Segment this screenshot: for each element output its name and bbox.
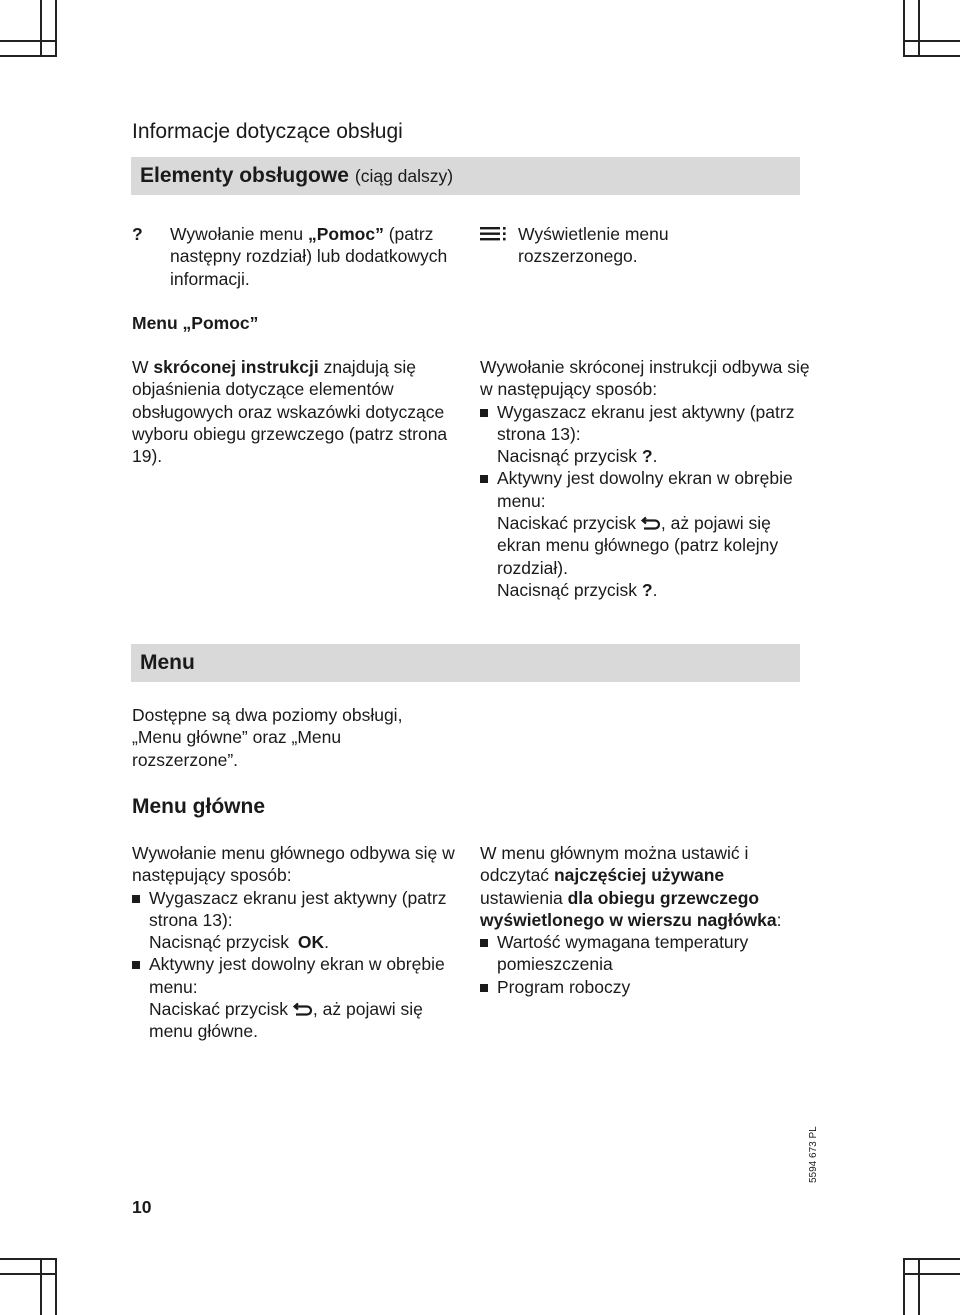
crop-mark xyxy=(903,1258,905,1315)
menu-glowne-description: W menu głównym można ustawić i odczytać najczęściej używane ustawienia dla obiegu grzewczego wyświetlonego w wierszu nagłówka: xyxy=(480,843,782,930)
crop-mark xyxy=(0,55,57,57)
list-item: Aktywny jest dowolny ekran w obrębie menu: Naciskać przycisk , aż pojawi się menu główne. xyxy=(132,953,462,1042)
section-bar xyxy=(131,157,800,195)
crop-mark xyxy=(0,1273,57,1275)
crop-mark xyxy=(0,1258,57,1260)
page-number: 10 xyxy=(132,1197,152,1217)
list-item: Wygaszacz ekranu jest aktywny (patrz strona 13): Nacisnąć przycisk ?. xyxy=(480,401,810,468)
crop-mark xyxy=(903,40,960,42)
menu-glowne-intro: Wywołanie menu głównego odbywa się w następujący sposób: xyxy=(132,843,455,886)
document-number: 5594 673 PL xyxy=(808,1126,819,1183)
back-arrow-icon xyxy=(641,516,661,530)
crop-mark xyxy=(40,1258,42,1315)
menu-glowne-left-column xyxy=(132,842,462,1043)
pomoc-heading: Menu „Pomoc” xyxy=(132,313,259,333)
section-bar xyxy=(131,644,800,682)
extended-menu-item xyxy=(480,223,780,268)
page-header: Informacje dotyczące obsługi xyxy=(132,120,403,143)
menu-glowne-heading: Menu główne xyxy=(132,795,265,818)
help-key-icon: ? xyxy=(641,446,653,467)
menu-glowne-right-column xyxy=(480,842,800,998)
pomoc-intro: Wywołanie skróconej instrukcji odbywa się w następujący sposób: xyxy=(480,357,810,400)
list-item: Wartość wymagana temperatury pomieszczenia xyxy=(480,931,800,976)
crop-mark xyxy=(0,40,57,42)
help-icon: ? xyxy=(132,224,143,244)
menu-intro: Dostępne są dwa poziomy obsługi, „Menu główne” oraz „Menu rozszerzone”. xyxy=(132,705,403,770)
help-key-icon: ? xyxy=(641,579,653,600)
extended-menu-text: Wyświetlenie menu rozszerzonego. xyxy=(518,224,669,267)
extended-menu-icon xyxy=(480,223,518,268)
crop-mark xyxy=(918,1258,920,1315)
pomoc-right-column xyxy=(480,356,810,601)
list-item: Wygaszacz ekranu jest aktywny (patrz strona 13): Nacisnąć przycisk OK. xyxy=(132,887,462,954)
help-item-text: Wywołanie menu „Pomoc” (patrz następny rozdział) lub dodatkowych informacji. xyxy=(170,224,448,289)
section-subtitle: (ciąg dalszy) xyxy=(354,165,454,186)
crop-mark xyxy=(40,0,42,57)
list-item: Aktywny jest dowolny ekran w obrębie menu: Naciskać przycisk , aż pojawi się ekran menu głównego (patrz kolejny rozdział). Nacisnąć przycisk ?. xyxy=(480,467,810,601)
crop-mark xyxy=(903,1258,960,1260)
crop-mark xyxy=(903,1273,960,1275)
list-item: Program roboczy xyxy=(480,976,800,998)
crop-mark xyxy=(55,1258,57,1315)
crop-mark xyxy=(903,0,905,57)
crop-mark xyxy=(903,55,960,57)
help-item xyxy=(132,223,452,290)
section-title: Menu xyxy=(140,650,195,674)
pomoc-left-paragraph: W skróconej instrukcji znajdują się objaśnienia dotyczące elementów obsługowych oraz wskazówki dotyczące wyboru obiegu grzewczego (patrz strona 19). xyxy=(132,357,448,467)
crop-mark xyxy=(55,0,57,57)
ok-key: OK xyxy=(297,932,325,953)
section-title: Elementy obsługowe xyxy=(140,163,349,187)
back-arrow-icon xyxy=(293,1002,313,1016)
crop-mark xyxy=(918,0,920,57)
